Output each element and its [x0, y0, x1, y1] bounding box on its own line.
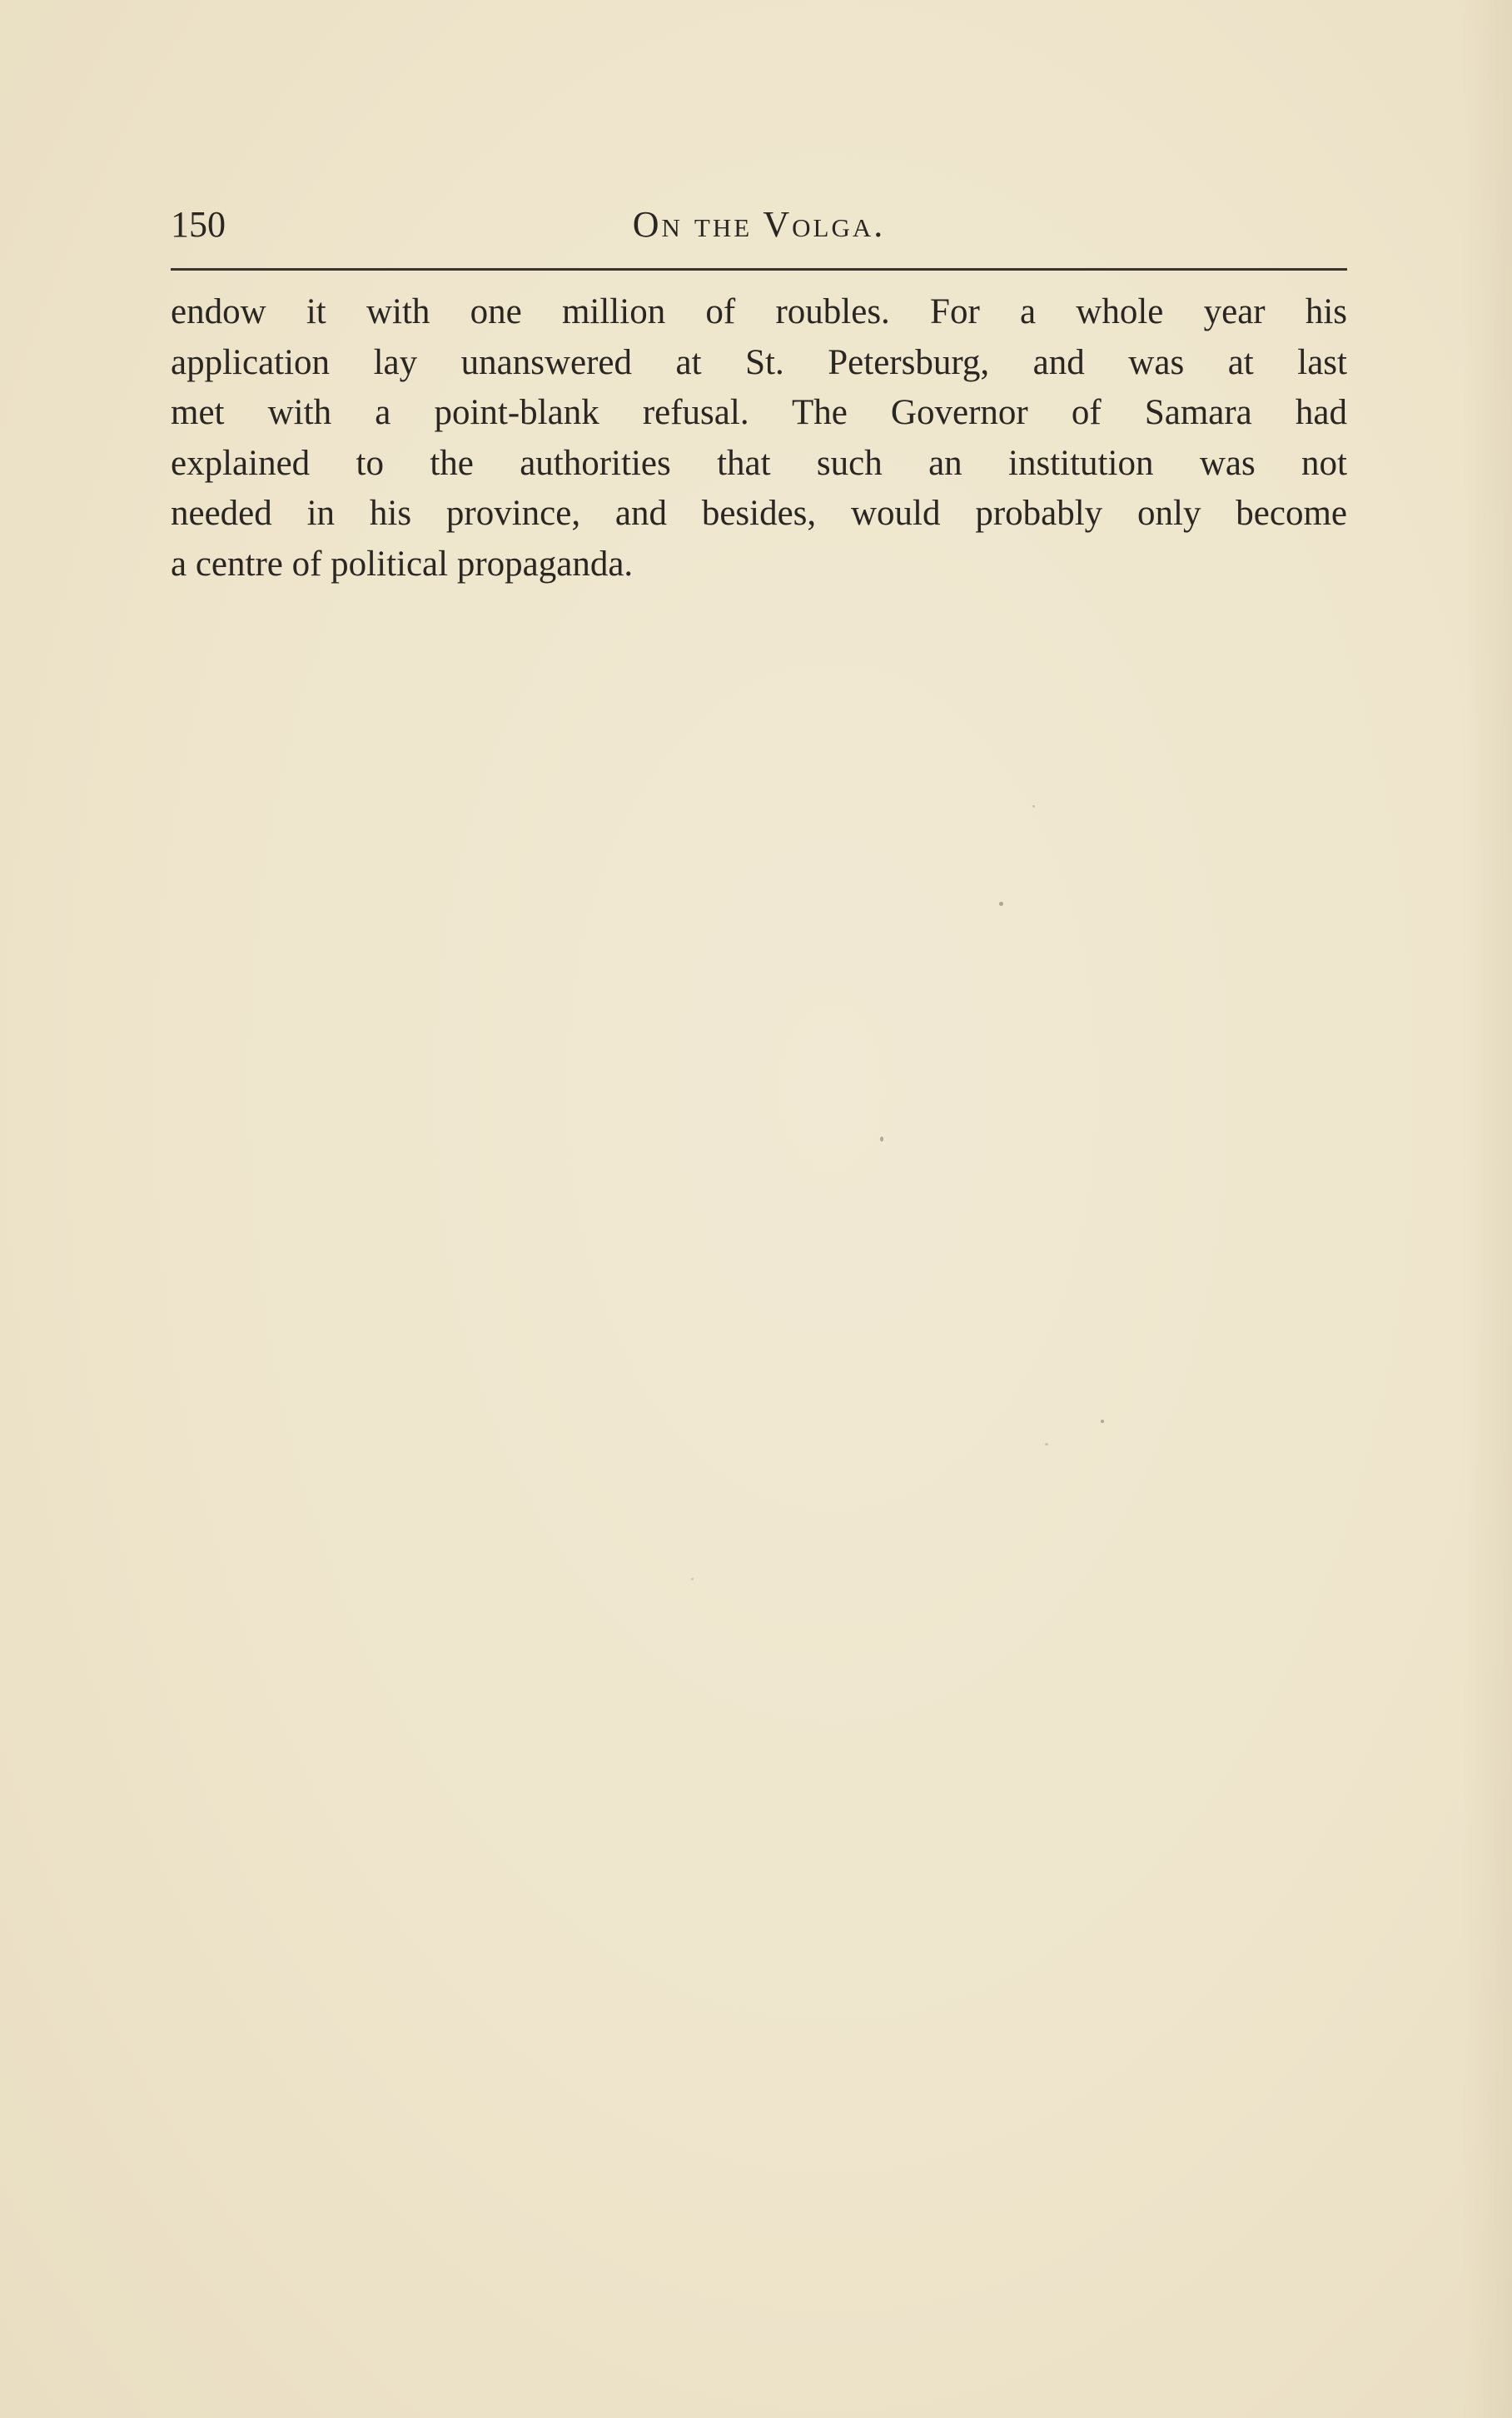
page-number: 150: [171, 204, 226, 245]
scan-speck: [880, 1137, 883, 1142]
scan-speck: [1045, 1443, 1048, 1445]
text-line: endow it with one million of roubles. For a whole year his: [171, 292, 1347, 331]
text-line: application lay unanswered at St. Petersburg, and was at last: [171, 342, 1347, 382]
scan-speck: [691, 1578, 694, 1580]
text-line: met with a point-blank refusal. The Governor of Samara had: [171, 393, 1347, 432]
header-rule: [171, 268, 1347, 271]
text-line: a centre of political propaganda.: [171, 544, 634, 584]
running-head: [171, 200, 1347, 250]
page-edge-shadow: [1462, 0, 1512, 2418]
scan-speck: [1101, 1420, 1104, 1423]
text-line: explained to the authorities that such an institution was not: [171, 443, 1347, 483]
scan-speck: [1032, 805, 1035, 808]
body-paragraph: [171, 287, 1347, 590]
scan-speck: [999, 902, 1003, 906]
running-title: On the Volga.: [632, 204, 886, 245]
text-line: needed in his province, and besides, would probably only become: [171, 494, 1347, 533]
